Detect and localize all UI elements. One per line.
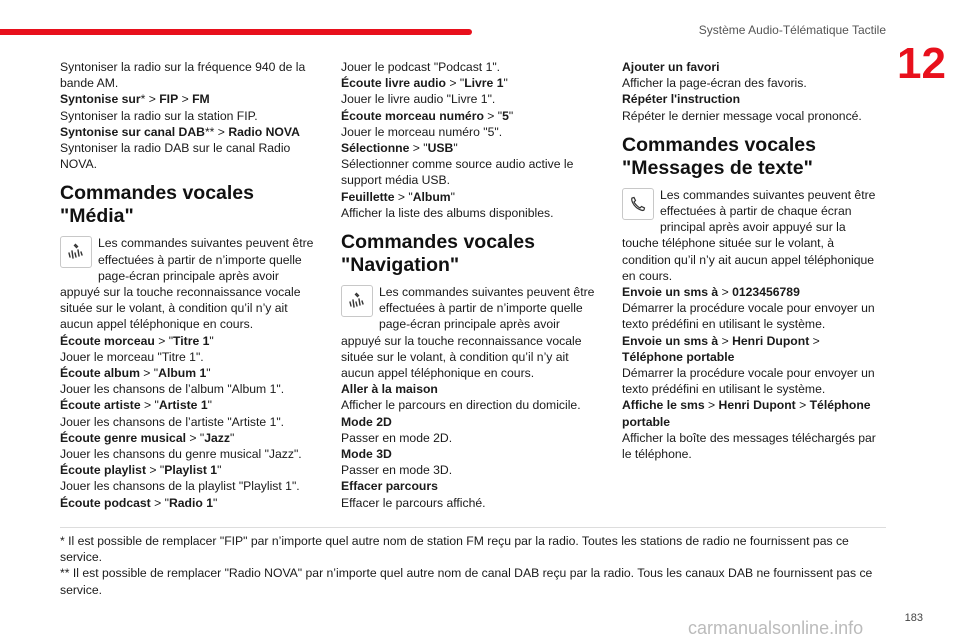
footnotes (60, 527, 886, 598)
command-separator: > " (150, 495, 169, 510)
text-line: Syntoniser la radio sur la fréquence 940 de la bande AM. (60, 60, 306, 91)
command-line: Effacer parcours (341, 479, 438, 494)
section-title: Commandes vocales "Messages de texte" (622, 133, 817, 179)
command-separator: > " (445, 76, 465, 91)
command-argument: Album (412, 189, 451, 204)
section-intro (341, 284, 603, 381)
command-separator: > " (409, 141, 428, 156)
command-quote: " (450, 189, 455, 204)
column-2 (341, 59, 603, 511)
command-description: Afficher la boîte des messages téléchargés par le téléphone. (622, 430, 876, 462)
section-intro (622, 187, 884, 284)
command-line: Mode 3D (341, 447, 392, 462)
cmd-part: > (795, 398, 810, 413)
command-keyword: Écoute morceau (60, 333, 155, 348)
command-line: Mode 2D (341, 414, 392, 429)
cmd-part: Téléphone portable (622, 398, 871, 429)
cmd-part: ** > (204, 124, 229, 139)
cmd-part: > (718, 333, 733, 348)
command-keyword: Écoute morceau numéro (341, 108, 484, 123)
command-line (60, 365, 322, 381)
command-description: Jouer le morceau numéro "5". (341, 124, 503, 139)
cmd-part: Henri Dupont (732, 333, 810, 348)
command-argument: Jazz (204, 430, 230, 445)
cmd-part: Henri Dupont (718, 398, 796, 413)
command-keyword: Écoute album (60, 366, 140, 381)
command-line (60, 430, 322, 446)
command-description: Démarrer la procédure vocale pour envoyer un texto prédéfini en utilisant le système. (622, 366, 875, 397)
command-keyword: Écoute genre musical (60, 430, 186, 445)
voice-command-icon-svg (66, 242, 86, 262)
cmd-part: * > (140, 92, 160, 107)
cmd-part: FIP (159, 92, 179, 107)
section-title: Commandes vocales "Média" (60, 182, 255, 228)
command-description: Jouer les chansons de la playlist "Playlist 1". (60, 479, 300, 494)
command-description: Jouer les chansons du genre musical "Jazz". (60, 447, 302, 462)
command-quote: " (508, 108, 514, 123)
phone-icon (622, 188, 654, 220)
command-description: Afficher la page-écran des favoris. (622, 76, 807, 91)
command-line: Répéter l'instruction (622, 92, 741, 107)
cmd-part: Radio NOVA (228, 124, 300, 139)
cmd-part: > (178, 92, 193, 107)
command-line (341, 75, 603, 91)
section-intro (60, 235, 322, 332)
command-argument: Playlist 1 (164, 463, 218, 478)
command-line (341, 108, 603, 124)
command-description: Répéter le dernier message vocal prononcé. (622, 108, 862, 123)
command-quote: " (229, 430, 235, 445)
cmd-part: Envoie un sms à (622, 285, 719, 300)
cmd-part: 0123456789 (732, 285, 800, 300)
section-intro-text: Les commandes suivantes peuvent être effectuées à partir de chaque écran principal après avoir appuyé sur la touche téléphone située sur le volant, à condition qu’il n’y ait aucun appel téléphonique en cours. (622, 187, 876, 283)
command-line (341, 189, 603, 205)
voice-command-icon (341, 285, 373, 317)
cmd-part: FM (192, 92, 210, 107)
command-quote: " (453, 141, 458, 156)
command-description: Passer en mode 2D. (341, 430, 453, 445)
column-1 (60, 59, 322, 511)
command-line (622, 333, 884, 365)
command-line (622, 284, 884, 300)
command-line (341, 140, 603, 156)
command-argument: USB (427, 141, 454, 156)
footnote-1: * Il est possible de remplacer "FIP" par n’importe quel autre nom de station FM reçu par la radio. Toutes les stations de radio ne fournissent pas ce service. (60, 534, 849, 565)
command-quote: " (207, 398, 212, 413)
command-separator: > " (146, 463, 165, 478)
chapter-number: 12 (897, 39, 946, 88)
command-description: Passer en mode 3D. (341, 463, 453, 478)
text-line: Syntoniser la radio DAB sur le canal Radio NOVA. (60, 141, 291, 172)
command-quote: " (213, 495, 218, 510)
header-title: Système Audio-Télématique Tactile (698, 23, 886, 37)
command-argument: Radio 1 (168, 495, 213, 510)
command-description: Jouer le podcast "Podcast 1". (341, 60, 501, 74)
command-separator: > " (140, 398, 159, 413)
command-description: Démarrer la procédure vocale pour envoyer un texto prédéfini en utilisant le système. (622, 301, 875, 332)
footnote-2: ** Il est possible de remplacer "Radio NOVA" par n’importe quel autre nom de canal DAB reçu par la radio. Tous les canaux DAB ne fournissent pas ce service. (60, 566, 873, 597)
command-description: Jouer les chansons de l’album "Album 1". (60, 382, 285, 397)
command-quote: " (206, 366, 211, 381)
command-description: Jouer le morceau "Titre 1". (60, 349, 204, 364)
command-line: Ajouter un favori (622, 60, 720, 74)
text-line (60, 124, 322, 140)
text-line: Syntoniser la radio sur la station FIP. (60, 108, 258, 123)
phone-icon-svg (628, 194, 648, 214)
command-quote: " (217, 463, 222, 478)
cmd-part: > (704, 398, 719, 413)
cmd-part: Téléphone portable (622, 349, 735, 364)
section-title: Commandes vocales "Navigation" (341, 231, 536, 277)
page-number: 183 (904, 612, 923, 624)
command-separator: > " (483, 108, 503, 123)
command-quote: " (209, 333, 214, 348)
section-intro-text: Les commandes suivantes peuvent être effectuées à partir de n’importe quelle page-écran principale après avoir appuyé sur la touche reconnaissance vocale située sur le volant, à condition qu’il n’y ait aucun appel téléphonique en cours. (60, 236, 314, 332)
command-argument: Titre 1 (173, 333, 210, 348)
command-argument: Album 1 (158, 366, 207, 381)
command-argument: Livre 1 (464, 76, 504, 91)
command-separator: > " (394, 189, 413, 204)
section-intro-text: Les commandes suivantes peuvent être effectuées à partir de n’importe quelle page-écran principale après avoir appuyé sur la touche reconnaissance vocale située sur le volant, à condition qu’il n’y ait aucun appel téléphonique en cours. (341, 285, 595, 381)
command-line (60, 397, 322, 413)
command-line (60, 333, 322, 349)
command-keyword: Feuillette (341, 189, 395, 204)
cmd-part: > (809, 333, 820, 348)
command-line: Aller à la maison (341, 382, 438, 397)
command-line (60, 495, 322, 511)
cmd-part: Affiche le sms (622, 398, 705, 413)
command-argument: 5 (502, 108, 509, 123)
voice-command-icon-svg (347, 291, 367, 311)
command-description: Effacer le parcours affiché. (341, 495, 486, 510)
command-separator: > " (154, 333, 174, 348)
watermark: carmanualsonline.info (688, 618, 864, 638)
cmd-part: Envoie un sms à (622, 333, 719, 348)
command-separator: > " (139, 366, 159, 381)
cmd-part: > (718, 285, 733, 300)
command-keyword: Écoute artiste (60, 398, 141, 413)
command-description: Afficher le parcours en direction du domicile. (341, 398, 581, 413)
command-keyword: Écoute livre audio (341, 76, 446, 91)
cmd-part: Syntonise sur canal DAB (60, 124, 205, 139)
command-separator: > " (185, 430, 205, 445)
command-quote: " (503, 76, 508, 91)
command-argument: Artiste 1 (158, 398, 208, 413)
command-description: Afficher la liste des albums disponibles. (341, 205, 554, 220)
top-accent-bar (0, 29, 472, 35)
command-keyword: Sélectionne (341, 141, 410, 156)
column-3 (622, 59, 884, 462)
command-description: Jouer les chansons de l’artiste "Artiste 1". (60, 414, 285, 429)
cmd-part: Syntonise sur (60, 92, 141, 107)
command-description: Sélectionner comme source audio active le support média USB. (341, 157, 574, 188)
text-line (60, 91, 322, 107)
command-description: Jouer le livre audio "Livre 1". (341, 92, 496, 107)
command-keyword: Écoute podcast (60, 495, 151, 510)
command-keyword: Écoute playlist (60, 463, 147, 478)
voice-command-icon (60, 236, 92, 268)
command-line (622, 397, 884, 429)
command-line (60, 462, 322, 478)
